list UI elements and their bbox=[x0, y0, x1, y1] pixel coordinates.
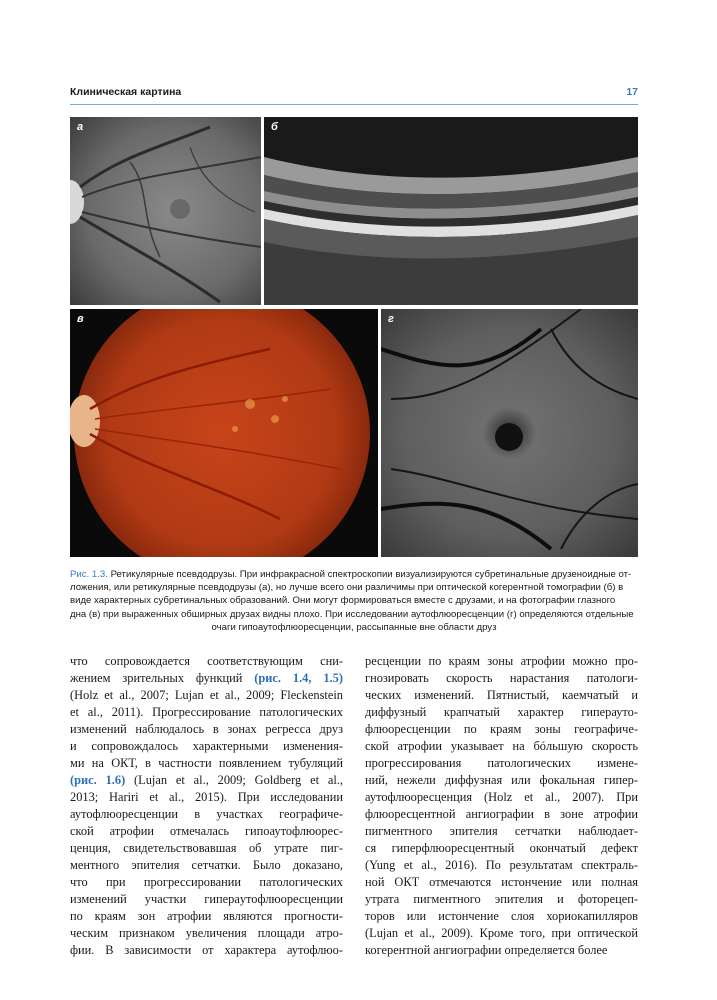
panel-label-d: г bbox=[388, 313, 394, 325]
text-line: гнозировать скорость нарастания патологи- bbox=[365, 671, 638, 685]
text-line: ческих изменений. Пятнистый, каемчатый и bbox=[365, 688, 638, 702]
caption-line: ложения, или ретикулярные псевдодрузы (а), но лучше всего они различимы при оптической когерентной томографии (б) в bbox=[70, 582, 624, 594]
text-line: что при прогрессировании патологических bbox=[70, 875, 343, 889]
text-line: что сопровождается соответствующим сни- bbox=[70, 654, 343, 668]
figure-caption bbox=[70, 568, 638, 634]
text-line: (Yung et al., 2016). По результатам спектраль- bbox=[365, 858, 638, 872]
text-line: пигментного эпителия сетчатки наблюдает- bbox=[365, 824, 638, 838]
text-line: флюоресцентной ангиографии в зоне атрофии bbox=[365, 807, 638, 821]
text-line: et al., 2011). Прогрессирование патологических bbox=[70, 705, 343, 719]
text-line: торов или истончение слоя хориокапилляров bbox=[365, 909, 638, 923]
text-line bbox=[70, 772, 343, 789]
caption-line: дна (в) при выраженных обширных друзах видны плохо. При исследовании аутофлюоресценции (г) определяются отдельные bbox=[70, 608, 634, 620]
caption-line: виде характерных субретинальных образований. Они могут формироваться вместе с друзами, и на фотографии глазного bbox=[70, 595, 616, 607]
text-line: ской атрофии отмечалась гипоаутофлюорес- bbox=[70, 824, 343, 838]
text-line: ми на ОКТ, в частности появлением тубуляций bbox=[70, 756, 343, 770]
text-line: ной ОКТ отмечаются истончение или полная bbox=[365, 875, 638, 889]
text-line: флюоресценции по краям зоны географиче- bbox=[365, 722, 638, 736]
figure-reference-link[interactable]: (рис. 1.6) bbox=[70, 773, 126, 787]
text-line: утрата пигментного эпителия и фоторецеп- bbox=[365, 892, 638, 906]
text-line: аутофлюоресценции в участках географиче- bbox=[70, 807, 343, 821]
running-header bbox=[70, 86, 638, 102]
page-number: 17 bbox=[626, 86, 638, 98]
text-line: диффузный крапчатый характер гиперауто- bbox=[365, 705, 638, 719]
figure-caption-label: Рис. 1.3. bbox=[70, 569, 108, 580]
figure-panel-b-oct bbox=[264, 117, 638, 305]
section-title: Клиническая картина bbox=[70, 86, 182, 98]
text-line: прогрессирования патологических измене- bbox=[365, 756, 638, 770]
figure-panel-d-autofluorescence bbox=[381, 309, 638, 557]
text-line: ческим признаком увеличения площади атро- bbox=[70, 926, 343, 940]
header-rule bbox=[70, 104, 638, 105]
caption-line: Ретикулярные псевдодрузы. При инфракрасной спектроскопии визуализируются субретинальные друзеноидные от- bbox=[110, 569, 632, 580]
text-line: ресценции по краям зоны атрофии можно про- bbox=[365, 654, 638, 668]
figure-panel-c-color-fundus bbox=[70, 309, 378, 557]
text-line bbox=[70, 670, 343, 687]
text-fragment: жением зрительных функций bbox=[70, 671, 243, 685]
body-column-left bbox=[70, 653, 343, 959]
text-line: когерентной ангиографии определяется более bbox=[365, 943, 608, 957]
text-line: ся гиперфлюоресцентный окончатый дефект bbox=[365, 841, 638, 855]
text-line: (Lujan et al., 2009). Кроме того, при оптической bbox=[365, 926, 638, 940]
figure-reference-link[interactable]: (рис. 1.4, 1.5) bbox=[254, 671, 343, 685]
text-line: ний, нежели диффузная или фокальная гипер- bbox=[365, 773, 638, 787]
text-line: (Holz et al., 2007; Lujan et al., 2009; Fleckenstein bbox=[70, 688, 343, 702]
text-line: ментного эпителия сетчатки. Было доказано, bbox=[70, 858, 343, 872]
text-line: 2013; Hariri et al., 2015). При исследовании bbox=[70, 790, 343, 804]
panel-label-a: а bbox=[77, 121, 84, 133]
text-line: аутофлюоресценция (Holz et al., 2007). При bbox=[365, 790, 638, 804]
panel-label-c: в bbox=[77, 313, 84, 325]
body-column-right bbox=[365, 653, 638, 959]
text-line: ской атрофии указывает на бóльшую скорость bbox=[365, 739, 638, 753]
text-line: по краям зон атрофии являются прогности- bbox=[70, 909, 343, 923]
text-line: и сопровождалось характерными изменения- bbox=[70, 739, 343, 753]
text-line: фии. В зависимости от характера аутофлюо- bbox=[70, 943, 343, 957]
panel-label-b: б bbox=[271, 121, 278, 133]
text-line: изменений участки гиперaутофлюоресценции bbox=[70, 892, 343, 906]
text-line: изменений наблюдалось в зонах регресса друз bbox=[70, 722, 343, 736]
caption-line: очаги гипоаутофлюоресценции, рассыпанные вне области друз bbox=[211, 621, 497, 633]
text-line: ценция, свидетельствовавшая об утрате пиг- bbox=[70, 841, 343, 855]
text-fragment: (Lujan et al., 2009; Goldberg et al., bbox=[134, 773, 343, 787]
figure-panel-a-infrared bbox=[70, 117, 261, 305]
